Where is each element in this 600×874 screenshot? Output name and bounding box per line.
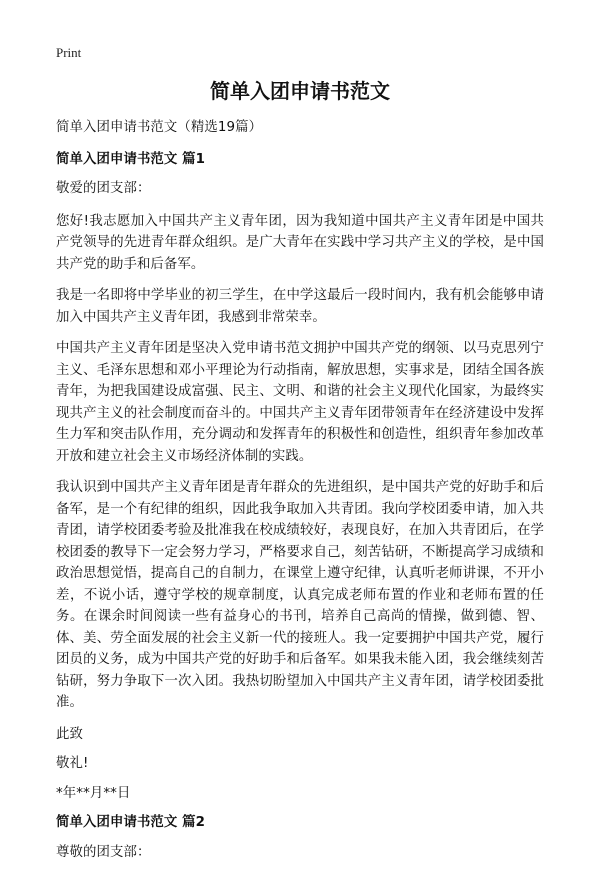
print-link[interactable]: Print bbox=[56, 45, 82, 60]
body-paragraph: 我认识到中国共产主义青年团是青年群众的先进组织，是中国共产党的好助手和后备军，是一个有纪律的组织，因此我争取加入共青团。我向学校团委申请，加入共青团，请学校团委考验及批准我在校成绩较好，表现良好，在加入共青团后，在学校团委的教导下一定会努力学习，严格要求自己，刻苦钻研，不断提高学习成绩和政治思想觉悟，提高自己的自制力，在课堂上遵守纪律，认真听老师讲课，不开小差，不说小话，遵守学校的规章制度，认真完成老师布置的作业和老师布置的任务。在课余时间阅读一些有益身心的书刊，培养自己高尚的情操，做到德、智、体、美、劳全面发展的社会主义新一代的接班人。我一定要拥护中国共产党，履行团员的义务，成为中国共产党的好助手和后备军。如果我未能入团，我会继续刻苦钻研，努力争取下一次入团。我热切盼望加入中国共产主义青年团，请学校团委批准。 bbox=[56, 480, 544, 710]
date-line: *年**月**日 bbox=[56, 785, 131, 801]
closing-salutation: 此致 bbox=[56, 726, 83, 742]
body-paragraph: 您好!我志愿加入中国共产主义青年团，因为我知道中国共产主义青年团是中国共产党领导的先进青年群众组织。是广大青年在实践中学习共产主义的学校，是中国共产党的助手和后备军。 bbox=[56, 213, 544, 272]
document-title: 简单入团申请书范文 bbox=[210, 79, 390, 103]
section-heading-1: 简单入团申请书范文 篇1 bbox=[56, 151, 206, 167]
greeting-2: 尊敬的团支部： bbox=[56, 844, 151, 860]
greeting-1: 敬爱的团支部： bbox=[56, 181, 151, 196]
body-paragraph: 中国共产主义青年团是坚决入党申请书范文拥护中国共产党的纲领、以马克思列宁主义、毛泽东思想和邓小平理论为行动指南，解放思想，实事求是，团结全国各族青年，为把我国建设成富强、民主、文明、和谐的社会主义现代化国家，为最终实现共产主义的社会制度而奋斗的。中国共产主义青年团带领青年在经济建设中发挥生力军和突击队作用，充分调动和发挥青年的积极性和创造性，组织青年参加改革开放和建立社会主义市场经济体制的实践。 bbox=[56, 341, 544, 464]
document-subtitle: 简单入团申请书范文（精选19篇） bbox=[56, 120, 263, 135]
body-paragraph: 我是一名即将中学毕业的初三学生，在中学这最后一段时间内，我有机会能够申请加入中国共产主义青年团，我感到非常荣幸。 bbox=[56, 288, 544, 325]
section-heading-2: 简单入团申请书范文 篇2 bbox=[56, 815, 206, 830]
closing-regards: 敬礼! bbox=[56, 756, 89, 771]
document-content bbox=[56, 117, 544, 874]
